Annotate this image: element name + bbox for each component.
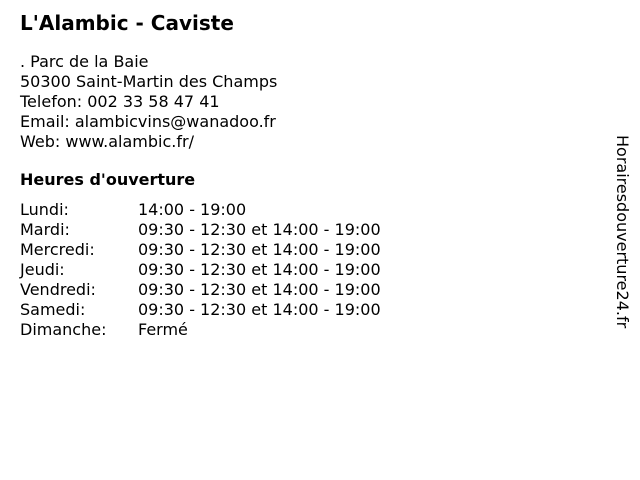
contact-block: [20, 52, 600, 152]
address-line-2: 50300 Saint-Martin des Champs: [20, 72, 278, 91]
day-hours: 14:00 - 19:00: [138, 200, 247, 219]
day-label: Vendredi:: [20, 280, 96, 299]
business-title: L'Alambic - Caviste: [20, 11, 234, 35]
hours-row-monday: [20, 200, 600, 220]
opening-hours-heading: Heures d'ouverture: [20, 170, 196, 189]
web-line: Web: www.alambic.fr/: [20, 132, 194, 151]
day-hours: 09:30 - 12:30 et 14:00 - 19:00: [138, 300, 381, 319]
address-line-1: . Parc de la Baie: [20, 52, 149, 71]
hours-row-sunday: [20, 320, 600, 340]
hours-row-wednesday: [20, 240, 600, 260]
phone-line: Telefon: 002 33 58 47 41: [20, 92, 220, 111]
day-label: Jeudi:: [20, 260, 65, 279]
day-label: Samedi:: [20, 300, 86, 319]
day-label: Lundi:: [20, 200, 69, 219]
day-label: Mercredi:: [20, 240, 95, 259]
day-hours: 09:30 - 12:30 et 14:00 - 19:00: [138, 280, 381, 299]
business-card: [20, 10, 600, 340]
day-label: Dimanche:: [20, 320, 107, 339]
opening-hours-table: [20, 200, 600, 340]
day-label: Mardi:: [20, 220, 70, 239]
hours-row-thursday: [20, 260, 600, 280]
email-line: Email: alambicvins@wanadoo.fr: [20, 112, 276, 131]
day-hours: 09:30 - 12:30 et 14:00 - 19:00: [138, 260, 381, 279]
hours-row-tuesday: [20, 220, 600, 240]
site-watermark: Horairesdouverture24.fr: [613, 135, 632, 329]
day-hours: Fermé: [138, 320, 188, 339]
day-hours: 09:30 - 12:30 et 14:00 - 19:00: [138, 220, 381, 239]
hours-row-friday: [20, 280, 600, 300]
day-hours: 09:30 - 12:30 et 14:00 - 19:00: [138, 240, 381, 259]
hours-row-saturday: [20, 300, 600, 320]
